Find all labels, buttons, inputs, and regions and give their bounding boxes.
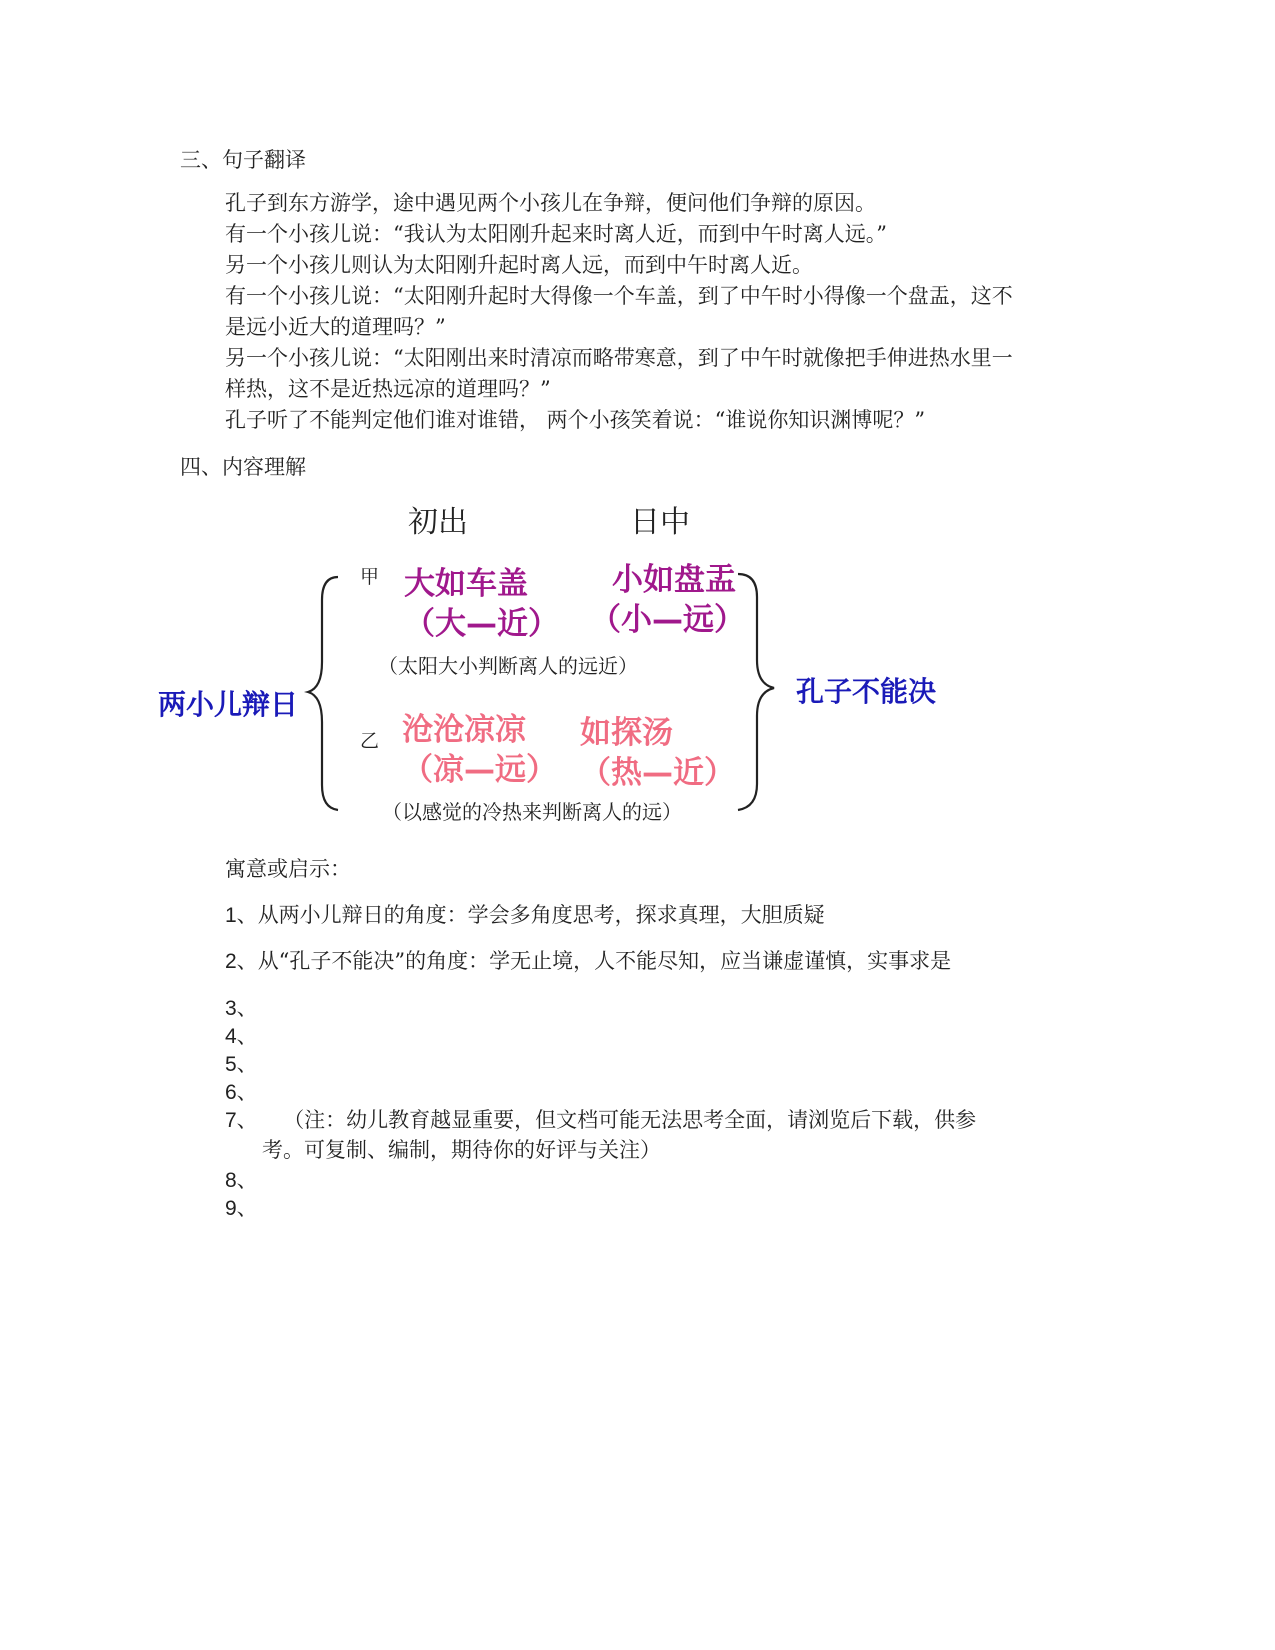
list-item (225, 945, 951, 975)
column-header-chuchu: 初出 (408, 505, 468, 540)
translation-line: 孔子到东方游学，途中遇见两个小孩儿在争辩，便问他们争辩的原因。 (225, 191, 876, 215)
list-number: 2、 (225, 950, 258, 973)
section-3-heading: 三、句子翻译 (180, 148, 306, 172)
list-item (225, 1104, 976, 1134)
translation-line: 另一个小孩儿说：“太阳刚出来时清凉而略带寒意，到了中午时就像把手伸进热水里一 (225, 346, 1013, 370)
list-item (225, 1164, 258, 1194)
list-item (225, 1048, 258, 1078)
list-number: 7、 (225, 1109, 258, 1132)
right-label: 孔子不能决 (796, 675, 937, 708)
list-number: 1、 (225, 904, 258, 927)
list-item (225, 1192, 258, 1222)
left-brace (308, 577, 338, 810)
yi-chuchu-text: 沧沧凉凉 (402, 712, 526, 748)
list-item (225, 992, 258, 1022)
yi-chuchu-conclusion: （凉—远） (402, 752, 557, 788)
translation-line: 有一个小孩儿说：“太阳刚升起时大得像一个车盖，到了中午时小得像一个盘盂，这不 (225, 284, 1013, 308)
translation-line: 是远小近大的道理吗？” (225, 315, 446, 339)
list-number: 5、 (225, 1053, 258, 1076)
jia-rizhong-conclusion: （小—远） (590, 602, 745, 638)
translation-line: 有一个小孩儿说：“我认为太阳刚升起来时离人近，而到中午时离人远。” (225, 222, 887, 246)
list-item (225, 1076, 258, 1106)
list-item (225, 899, 825, 929)
jia-chuchu-conclusion: （大—近） (404, 606, 559, 642)
yi-label: 乙 (360, 730, 380, 752)
list-text: 从“孔子不能决”的角度：学无止境，人不能尽知，应当谦虚谨慎，实事求是 (257, 949, 952, 973)
list-number: 6、 (225, 1081, 258, 1104)
left-label: 两小儿辩日 (158, 688, 299, 721)
list-text: （注：幼儿教育越显重要，但文档可能无法思考全面，请浏览后下载，供参 (293, 1108, 977, 1132)
translation-line: 孔子听了不能判定他们谁对谁错， 两个小孩笑着说：“谁说你知识渊博呢？” (225, 408, 926, 432)
list-item-continuation (262, 1134, 661, 1164)
list-number: 3、 (225, 997, 258, 1020)
column-header-rizhong: 日中 (630, 505, 690, 540)
list-item (225, 1020, 258, 1050)
moral-heading: 寓意或启示： (225, 857, 351, 881)
list-number: 8、 (225, 1169, 258, 1192)
jia-rizhong-text: 小如盘盂 (612, 562, 736, 598)
jia-chuchu-text: 大如车盖 (404, 566, 528, 602)
translation-line: 样热，这不是近热远凉的道理吗？” (225, 377, 551, 401)
list-text: 从两小儿辩日的角度：学会多角度思考，探求真理，大胆质疑 (257, 903, 825, 927)
yi-note: （以感觉的冷热来判断离人的远） (382, 800, 682, 824)
jia-note: （太阳大小判断离人的远近） (378, 654, 638, 678)
list-number: 4、 (225, 1025, 258, 1048)
list-text: 考。可复制、编制，期待你的好评与关注） (262, 1138, 661, 1162)
yi-rizhong-text: 如探汤 (580, 715, 673, 751)
list-number: 9、 (225, 1197, 258, 1220)
yi-rizhong-conclusion: （热—近） (580, 755, 735, 791)
translation-line: 另一个小孩儿则认为太阳刚升起时离人远，而到中午时离人近。 (225, 253, 813, 277)
jia-label: 甲 (360, 566, 380, 588)
section-4-heading: 四、内容理解 (180, 455, 306, 479)
